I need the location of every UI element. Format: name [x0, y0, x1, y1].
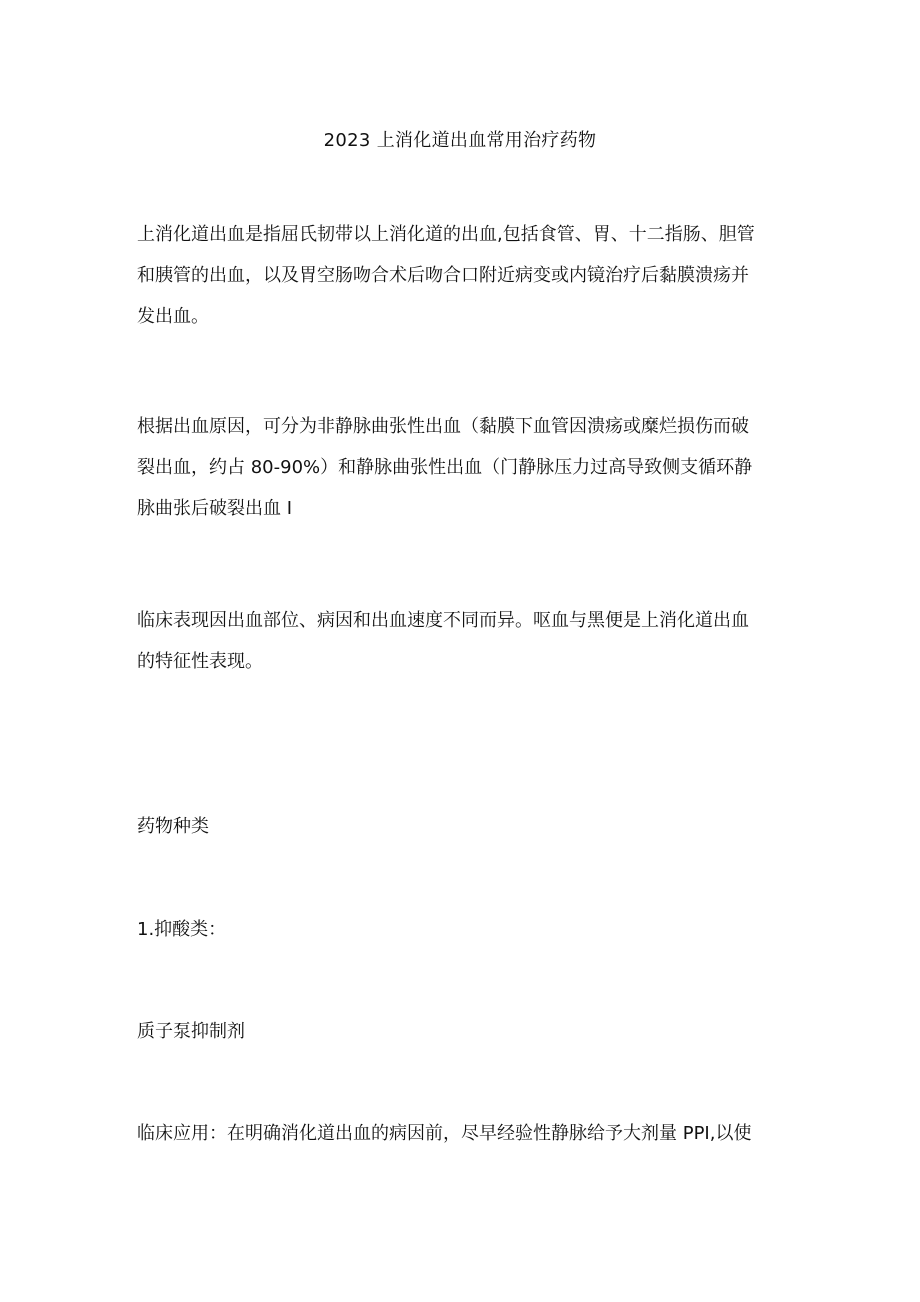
- paragraph-line: 根据出血原因，可分为非静脉曲张性出血（黏膜下血管因溃疡或糜烂损伤而破: [137, 416, 749, 437]
- paragraph-clinical-manifestation: [137, 600, 787, 682]
- subheading-acid-suppressants: 1.抑酸类：: [137, 919, 227, 940]
- paragraph-line: 临床表现因出血部位、病因和出血速度不同而异。呕血与黑便是上消化道出血: [137, 610, 749, 631]
- paragraph-line: 的特征性表现。: [137, 651, 263, 672]
- subheading-proton-pump-inhibitors: 质子泵抑制剂: [137, 1021, 245, 1042]
- paragraph-line: 裂出血，约占 80-90%）和静脉曲张性出血（门静脉压力过高导致侧支循环静: [137, 457, 753, 478]
- paragraph-clinical-application: 临床应用：在明确消化道出血的病因前，尽早经验性静脉给予大剂量 PPI,以使: [137, 1123, 752, 1144]
- paragraph-line: 上消化道出血是指屈氏韧带以上消化道的出血,包括食管、胃、十二指肠、胆管: [137, 224, 755, 245]
- section-heading-drug-types: 药物种类: [137, 816, 209, 837]
- paragraph-line: 脉曲张后破裂出血 I: [137, 498, 293, 519]
- paragraph-classification: [137, 406, 787, 529]
- document-title: 2023 上消化道出血常用治疗药物: [323, 130, 597, 151]
- paragraph-line: 发出血。: [137, 306, 209, 327]
- paragraph-definition: [137, 214, 787, 337]
- paragraph-line: 和胰管的出血，以及胃空肠吻合术后吻合口附近病变或内镜治疗后黏膜溃疡并: [137, 265, 749, 286]
